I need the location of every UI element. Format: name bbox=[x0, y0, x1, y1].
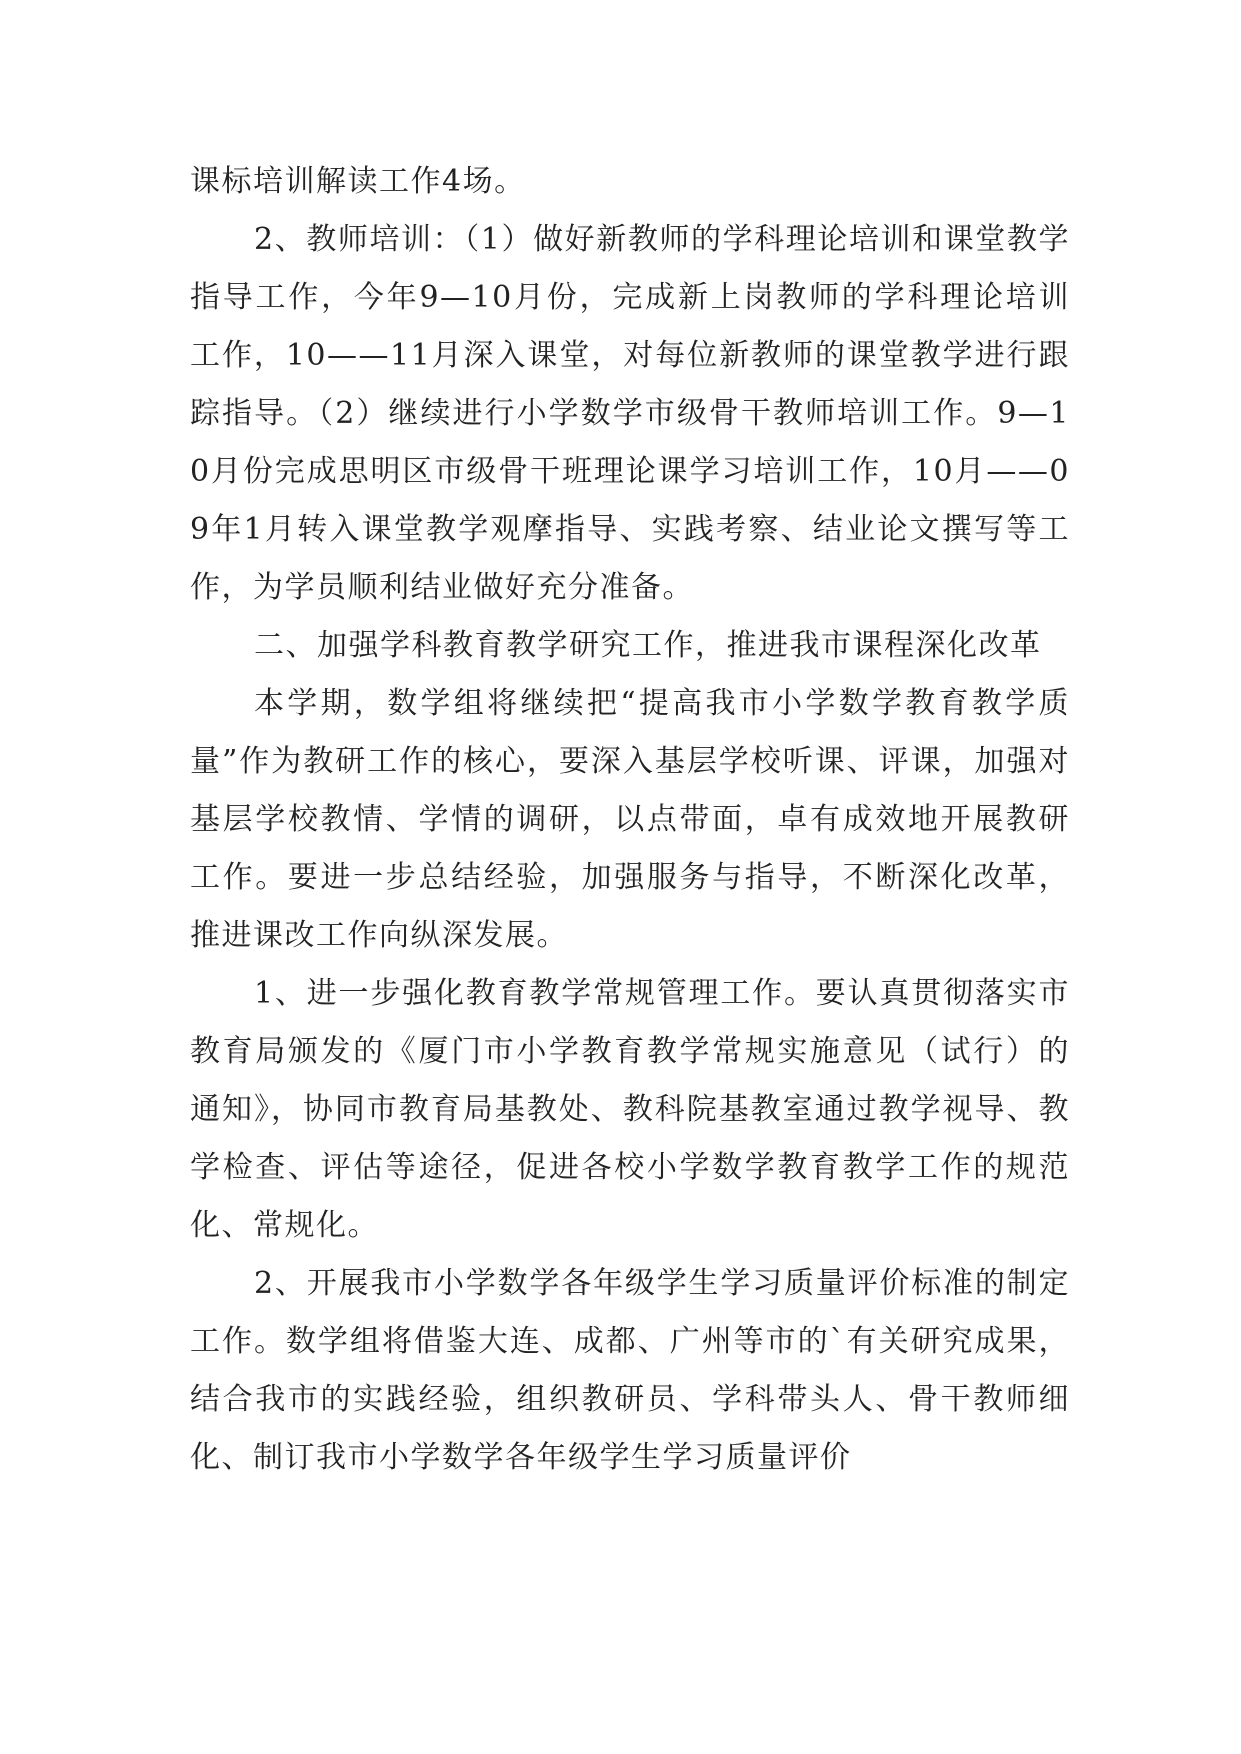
paragraph-continuation: 课标培训解读工作4场。 bbox=[190, 164, 526, 199]
document-body bbox=[190, 153, 1070, 1487]
paragraph-routine-management: 1、进一步强化教育教学常规管理工作。要认真贯彻落实市教育局颁发的《厦门市小学教育教学常规实施意见（试行）的通知》，协同市教育局基教处、教科院基教室通过教学视导、教学检查、评估等途径，促进各校小学数学教育教学工作的规范化、常规化。 bbox=[190, 976, 1070, 1243]
paragraph-evaluation-standards: 2、开展我市小学数学各年级学生学习质量评价标准的制定工作。数学组将借鉴大连、成都、广州等市的`有关研究成果，结合我市的实践经验，组织教研员、学科带头人、骨干教师细化、制订我市小学数学各年级学生学习质量评价 bbox=[190, 1266, 1070, 1475]
section-heading-research: 二、加强学科教育教学研究工作，推进我市课程深化改革 bbox=[254, 628, 1042, 663]
paragraph-teacher-training: 2、教师培训：（1）做好新教师的学科理论培训和课堂教学指导工作，今年9—10月份，完成新上岗教师的学科理论培训工作，10——11月深入课堂，对每位新教师的课堂教学进行跟踪指导。（2）继续进行小学数学市级骨干教师培训工作。9—10月份完成思明区市级骨干班理论课学习培训工作，10月——09年1月转入课堂教学观摩指导、实践考察、结业论文撰写等工作，为学员顺利结业做好充分准备。 bbox=[190, 222, 1070, 605]
paragraph-semester-plan: 本学期，数学组将继续把“提高我市小学数学教育教学质量”作为教研工作的核心，要深入基层学校听课、评课，加强对基层学校教情、学情的调研，以点带面，卓有成效地开展教研工作。要进一步总结经验，加强服务与指导，不断深化改革，推进课改工作向纵深发展。 bbox=[190, 686, 1070, 953]
